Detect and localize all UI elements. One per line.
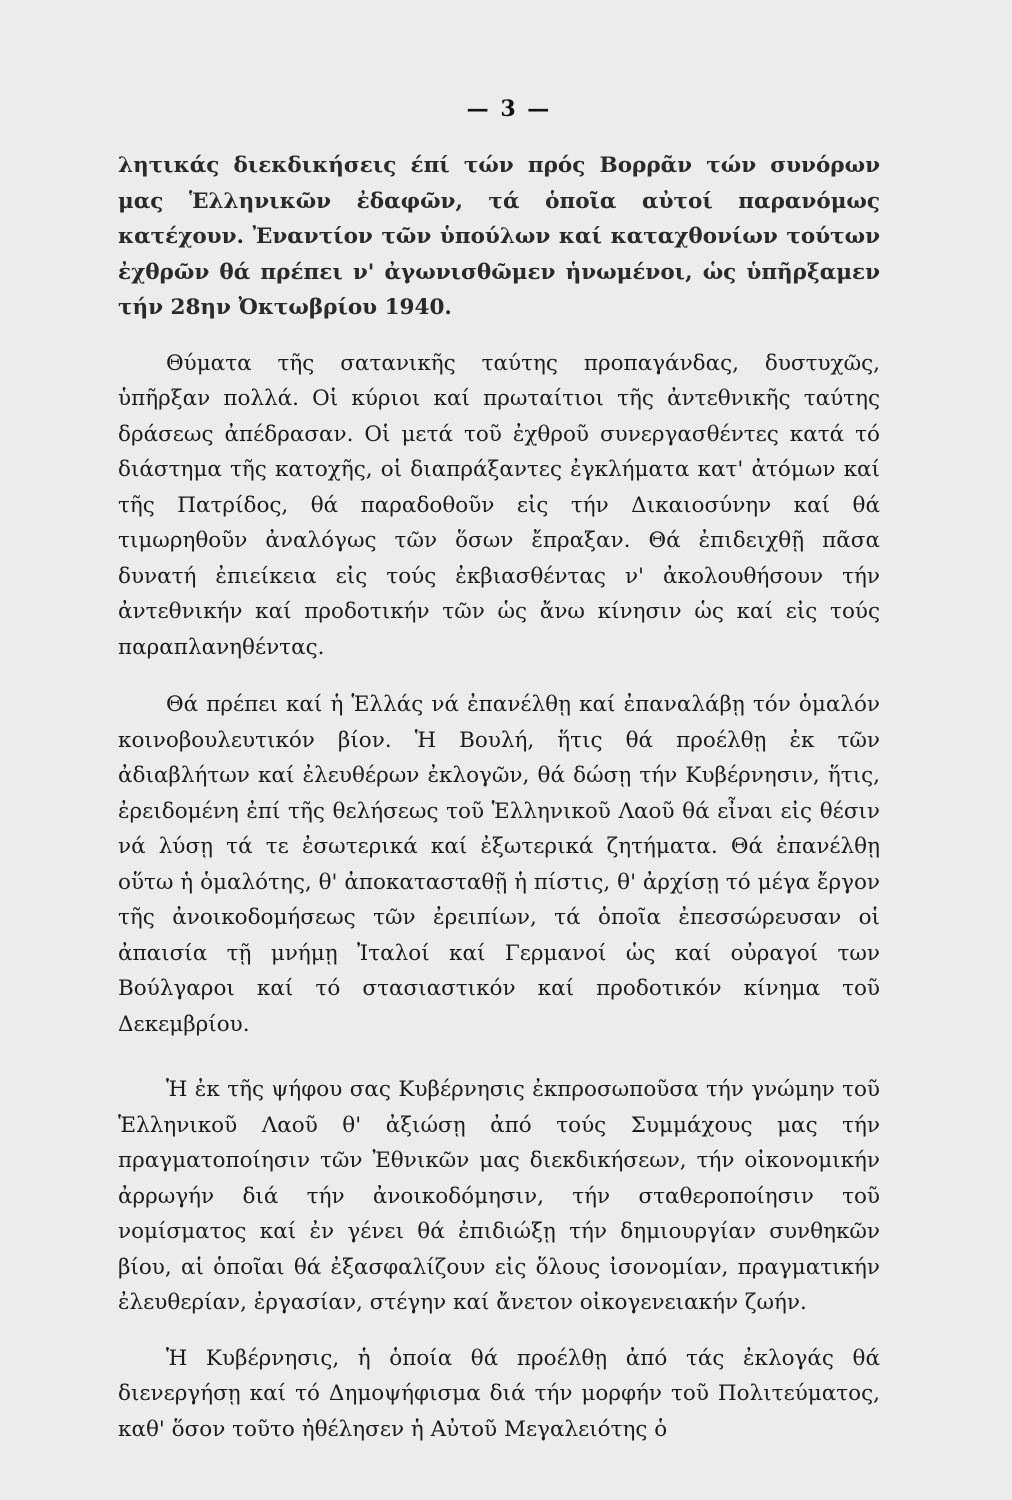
paragraph-1: λητικάς διεκδικήσεις έπί τών πρός Βορρᾶν τών συνόρων μας Ἑλληνικῶν ἐδαφῶν, τά ὁποῖα αὐτοί παρανόμως κατέχουν. Ἐναντίον τῶν ὑπούλων καί καταχθονίων τούτων ἐχθρῶν θά πρέπει ν' ἀγωνισθῶμεν ἡνωμένοι, ὡς ὑπῆρξαμεν τήν 28ην Ὀκτωβρίου 1940. (118, 153, 880, 320)
paragraph-5: Ἡ Κυβέρνησις, ἡ ὁποία θά προέλθῃ ἀπό τάς ἐκλογάς θά διενεργήσῃ καί τό Δημοψήφισμα διά τήν μορφήν τοῦ Πολιτεύματος, καθ' ὅσον τοῦτο ἠθέλησεν ἡ Αὐτοῦ Μεγαλειότης ὁ (118, 1345, 880, 1442)
paragraph-2: Θύματα τῆς σατανικῆς ταύτης προπαγάνδας, δυστυχῶς, ὑπῆρξαν πολλά. Οἱ κύριοι καί πρωταίτιοι τῆς ἀντεθνικῆς ταύτης δράσεως ἀπέδρασαν. Οἱ μετά τοῦ ἐχθροῦ συνεργασθέντες κατά τό διάστημα τῆς κατοχῆς, οἱ διαπράξαντες ἐγκλήματα κατ' ἀτόμων καί τῆς Πατρίδος, θά παραδοθοῦν εἰς τήν Δικαιοσύνην καί θά τιμωρηθοῦν ἀναλόγως τῶν ὅσων ἔπραξαν. Θά ἐπιδειχθῇ πᾶσα δυνατή ἐπιείκεια εἰς τούς ἐκβιασθέντας ν' ἀκολουθήσουν τήν ἀντεθνικήν καί προδοτικήν τῶν ὡς ἄνω κίνησιν ὡς καί εἰς τούς παραπλανηθέντας. (118, 350, 880, 660)
paragraph-3: Θά πρέπει καί ἡ Ἑλλάς νά ἐπανέλθῃ καί ἐπαναλάβῃ τόν ὁμαλόν κοινοβουλευτικόν βίον. Ἡ Βουλή, ἥτις θά προέλθῃ ἐκ τῶν ἀδιαβλήτων καί ἐλευθέρων ἐκλογῶν, θά δώσῃ τήν Κυβέρνησιν, ἥτις, ἐρειδομένη ἐπί τῆς θελήσεως τοῦ Ἑλληνικοῦ Λαοῦ θά εἶναι εἰς θέσιν νά λύσῃ τά τε ἐσωτερικά καί ἐξωτερικά ζητήματα. Θά ἐπανέλθῃ οὕτω ἡ ὁμαλότης, θ' ἀποκατασταθῇ ἡ πίστις, θ' ἀρχίσῃ τό μέγα ἔργον τῆς ἀνοικοδομήσεως τῶν ἐρειπίων, τά ὁποῖα ἐπεσσώρευσαν οἱ ἀπαισία τῇ μνήμῃ Ἰταλοί καί Γερμανοί ὡς καί οὐραγοί των Βούλγαροι καί τό στασιαστικόν καί προδοτικόν κίνημα τοῦ Δεκεμβρίου. (118, 692, 880, 1037)
page-number: — 3 — (466, 96, 552, 122)
paragraph-4: Ἡ ἐκ τῆς ψήφου σας Κυβέρνησις ἐκπροσωποῦσα τήν γνώμην τοῦ Ἑλληνικοῦ Λαοῦ θ' ἀξιώσῃ ἀπό τούς Συμμάχους μας τήν πραγματοποίησιν τῶν Ἐθνικῶν μας διεκδικήσεων, τήν οἰκονομικήν ἀρρωγήν διά τήν ἀνοικοδόμησιν, τήν σταθεροποίησιν τοῦ νομίσματος καί ἐν γένει θά ἐπιδιώξῃ τήν δημιουργίαν συνθηκῶν βίου, αἱ ὁποῖαι θά ἐξασφαλίζουν εἰς ὅλους ἰσονομίαν, πραγματικήν ἐλευθερίαν, ἐργασίαν, στέγην καί ἄνετον οἰκογενειακήν ζωήν. (118, 1077, 880, 1315)
